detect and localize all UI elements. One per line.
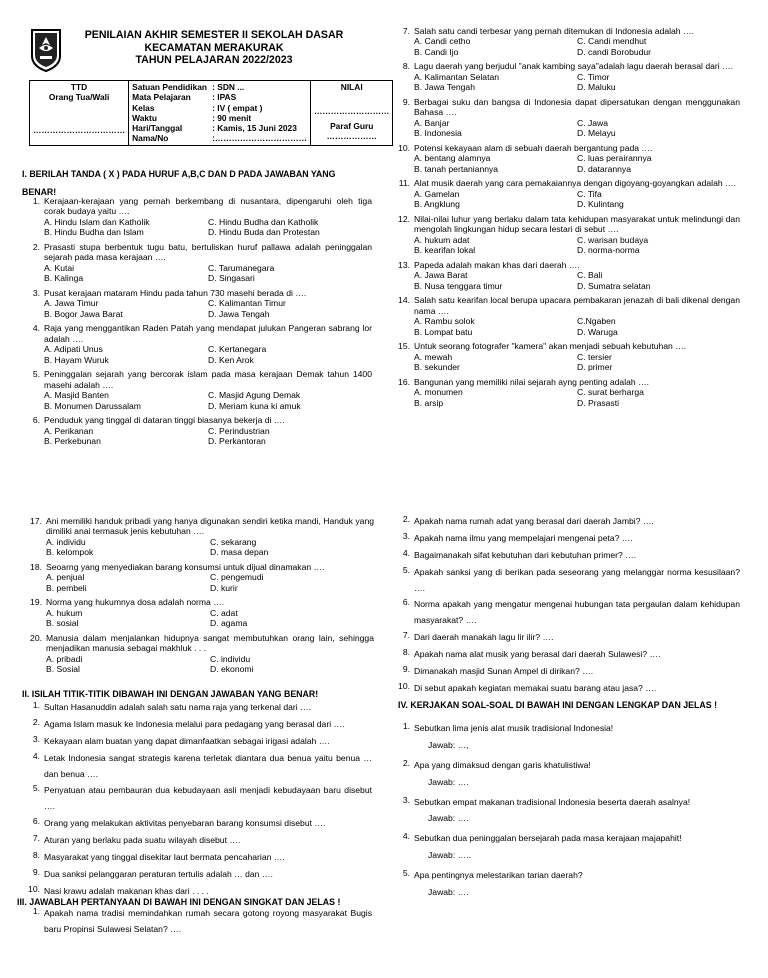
title-line-3: TAHUN PELAJARAN 2022/2023 [135, 54, 293, 66]
section-4-heading: IV. KERJAKAN SOAL-SOAL DI BAWAH INI DENGAN LENGKAP DAN JELAS ! [398, 700, 718, 710]
question-text: Manusia dalam menjalankan hidupnya sangat membutuhkan orang lain, sehingga menjadikan manusia sebagai makhluk . . . [46, 632, 374, 654]
question-text: Apakah nama tradisi memindahkan rumah secara gotong royong masyarakat Bugis baru Propinsi Sulawesi Selatan? …. [44, 908, 372, 934]
question-item [22, 867, 372, 883]
answer-options [392, 72, 740, 93]
question-number: 4. [32, 323, 40, 334]
mc-column-left-top [22, 192, 372, 447]
answer-option[interactable]: A. Kutai [44, 262, 75, 273]
mc-question [392, 97, 740, 139]
question-item [392, 143, 740, 153]
question-text: Dari daerah manakah lagu lir ilir? …. [414, 632, 554, 643]
question-item [22, 323, 372, 344]
answer-option[interactable]: A. Jawa Timur [44, 298, 99, 309]
answer-options [22, 263, 372, 284]
question-text: Lagu daerah yang berjudul "anak kambing saya"adalah lagu daerah berasal dari …. [414, 61, 734, 72]
question-number: 10. [398, 142, 410, 153]
question-item [22, 369, 372, 390]
answer-option[interactable]: C. Timor [577, 71, 610, 82]
nilai-label: NILAI [340, 82, 363, 92]
question-text: Apa pentingnya melestarikan tarian daerah? [414, 870, 583, 881]
question-number: 8. [402, 61, 410, 72]
question-number: 14. [398, 295, 410, 306]
answer-options [22, 344, 372, 365]
mc-question [22, 242, 372, 284]
answer-option[interactable]: D. Ken Arok [208, 354, 254, 365]
question-text: Di sebut apakah kegiatan memakai suatu barang atau jasa? …. [414, 682, 657, 693]
section-1-heading-line-1: I. BERILAH TANDA ( X ) PADA HURUF A,B,C DAN D PADA JAWABAN YANG [22, 169, 336, 179]
answer-option[interactable]: C. Tarumanegara [208, 262, 275, 273]
question-number: 2. [402, 514, 410, 524]
question-item [22, 415, 372, 425]
answer-option[interactable]: C. surat berharga [577, 387, 644, 398]
question-text: Penduduk yang tinggal di dataran tinggi biasanya bekerja di …. [44, 415, 285, 426]
question-text: Norma apakah yang mengatur mengenai hubungan tata pergaulan dalam kehidupan masyarakat? …. [414, 599, 740, 626]
question-item [392, 178, 740, 188]
exam-details-cell [129, 81, 311, 146]
answer-option[interactable]: A. hukum [46, 607, 83, 618]
question-text: Kekayaan alam buatan yang dapat dimanfaatkan sebagai irigasi adalah …. [44, 735, 330, 746]
question-text: Sebutkan lima jenis alat musik tradisional Indonesia! [414, 723, 614, 733]
answer-option[interactable]: A. individu [46, 536, 86, 547]
answer-option[interactable]: B. sekunder [414, 362, 460, 373]
answer-option[interactable]: A. Gamelan [414, 188, 460, 199]
answer-option[interactable]: C. Candi mendhut [577, 36, 647, 47]
question-item [24, 597, 374, 607]
answer-option[interactable]: A. Banjar [414, 117, 450, 128]
mc-question [392, 61, 740, 92]
question-text: Nilai-nilai luhur yang berlaku dalam tata kehidupan masyarakat untuk melindungi dan mengolah lingkungan hidup secara lestari di sebut …. [414, 213, 740, 235]
mc-question [392, 295, 740, 337]
answer-line[interactable]: Jawab: …. [428, 887, 469, 898]
answer-option[interactable]: A. mewah [414, 351, 453, 362]
answer-option[interactable]: B. Sosial [46, 664, 80, 675]
ttd-sub-label: Orang Tua/Wali [48, 92, 110, 103]
field-label: Kelas [132, 102, 155, 113]
question-number: 3. [32, 733, 40, 744]
question-text: Sebutkan dua peninggalan bersejarah pada masa kerajaan majapahit! [414, 833, 682, 844]
question-text: Letak Indonesia sangat strategis karena terletak diantara dua benua yaitu benua … dan benua …. [44, 752, 372, 779]
question-number: 8. [402, 647, 410, 658]
mc-question [392, 178, 740, 209]
answer-option[interactable]: B. kearifan lokal [414, 245, 476, 256]
answer-options [24, 608, 374, 629]
question-item [392, 647, 740, 663]
answer-option[interactable]: C. warisan budaya [577, 234, 649, 245]
answer-option[interactable]: D. Kulintang [577, 199, 624, 210]
question-item [392, 831, 740, 847]
question-number: 20. [30, 632, 42, 643]
answer-option[interactable]: C. individu [210, 653, 251, 664]
question-number: 10. [28, 883, 40, 894]
answer-option[interactable]: D. Melayu [577, 128, 616, 139]
answer-option[interactable]: D. Prasasti [577, 397, 620, 408]
mc-question [392, 26, 740, 57]
answer-option[interactable]: C. Hindu Budha dan Katholik [208, 216, 319, 227]
mc-column-left-bottom [24, 512, 374, 675]
answer-option[interactable]: C. adat [210, 607, 238, 618]
answer-option[interactable]: C. Masjid Agung Demak [208, 390, 301, 401]
question-text: Alat musik daerah yang cara pemakaiannya dengan digoyang-goyangkan adalah …. [414, 178, 737, 189]
answer-options [392, 235, 740, 256]
question-number: 7. [402, 26, 410, 36]
question-text: Prasasti stupa berbentuk tugu batu, bertuliskan huruf pallawa adalah peninggalan sejarah pada masa kerajaan …. [44, 241, 372, 263]
question-item [392, 531, 740, 547]
question-number: 7. [402, 630, 410, 641]
question-text: Papeda adalah makan khas dari daerah …. [414, 259, 580, 270]
answer-option[interactable]: C. Kalimantan Timur [208, 298, 286, 309]
answer-option[interactable]: A. hukum adat [414, 234, 470, 245]
name-field[interactable]: :…………………………… [212, 133, 308, 144]
question-item [392, 597, 740, 629]
parent-signature-cell [30, 81, 129, 146]
section-3-heading: III. JAWABLAH PERTANYAAN DI BAWAH INI DENGAN SINGKAT DAN JELAS ! [17, 897, 341, 907]
answer-option[interactable]: B. arsip [414, 397, 444, 408]
question-text: Agama Islam masuk ke Indonesia melalui para pedagang yang berasal dari …. [44, 718, 345, 729]
field-label: Waktu [132, 112, 157, 123]
field-value: : SDN ... [212, 82, 245, 92]
score-cell [311, 81, 393, 146]
title-line-1: PENILAIAN AKHIR SEMESTER II SEKOLAH DASAR [84, 29, 344, 41]
question-item [392, 260, 740, 270]
question-text: Untuk seorang fotografer "kamera" akan menjadi sebuah kebutuhan …. [414, 341, 687, 352]
answer-option[interactable]: B. Candi Ijo [414, 46, 459, 57]
answer-option[interactable]: B. Nusa tenggara timur [414, 280, 503, 291]
answer-options [24, 654, 374, 675]
question-number: 1. [32, 196, 40, 206]
question-item [392, 630, 740, 646]
question-text: Nasi krawu adalah makanan khas dari . . . . [44, 885, 209, 896]
question-number: 3. [402, 530, 410, 541]
answer-options [392, 387, 740, 408]
answer-options [22, 390, 372, 411]
field-label: Mata Pelajaran [132, 92, 191, 103]
question-number: 1. [402, 721, 410, 731]
question-number: 4. [402, 547, 410, 558]
answer-option[interactable]: D. masa depan [210, 547, 269, 558]
answer-option[interactable]: D. Hindu Buda dan Protestan [208, 227, 320, 238]
field-value: : 90 menit [212, 112, 252, 123]
mc-question [22, 288, 372, 319]
question-text: Ani memiliki handuk pribadi yang hanya digunakan sendiri ketika mandi, Handuk yang dimiliki anai termasuk jenis kebutuhan …. [46, 516, 374, 537]
answer-option[interactable]: D. primer [577, 362, 613, 373]
answer-option[interactable]: D. agama [210, 618, 248, 629]
question-number: 17. [30, 516, 42, 526]
question-text: Aturan yang berlaku pada suatu wilayah disebut …. [44, 835, 241, 846]
question-number: 6. [402, 597, 410, 608]
question-text: Penyatuan atau pembauran dua kebudayaan asli menjadi kebudayaan baru disebut …. [44, 785, 372, 812]
question-number: 3. [32, 287, 40, 298]
answer-option[interactable]: A. monumen [414, 387, 463, 398]
question-text: Apakah nama alat musik yang berasal dari daerah Sulawesi? …. [414, 649, 661, 660]
mc-question [22, 369, 372, 411]
field-value: : IPAS [212, 92, 237, 103]
answer-option[interactable]: A. Rambu solok [414, 316, 475, 327]
question-number: 1. [32, 906, 40, 916]
question-item [22, 196, 372, 217]
question-item [22, 850, 372, 866]
answer-option[interactable]: A. Kalimantan Selatan [414, 71, 500, 82]
answer-options [392, 316, 740, 337]
answer-option[interactable]: A. Jawa Barat [414, 270, 468, 281]
section-3-list-right [392, 514, 740, 698]
question-item [392, 377, 740, 387]
answer-option[interactable]: D. Maluku [577, 82, 616, 93]
question-text: Apa yang dimaksud dengan garis khatulistiwa! [414, 759, 591, 770]
question-number: 9. [402, 96, 410, 107]
question-item [24, 562, 374, 572]
question-text: Bangunan yang memiliki nilai sejarah ayng penting adalah …. [414, 376, 650, 387]
answer-option[interactable]: D. candi Borobudur [577, 46, 652, 57]
field-value: : Kamis, 15 Juni 2023 [212, 123, 297, 133]
answer-option[interactable]: C. Bali [577, 270, 603, 281]
question-text: Salah satu kearifan local berupa upacara pembakaran jenazah di bali dikenal dengan nama …. [414, 295, 740, 316]
answer-option[interactable]: D. datarannya [577, 163, 631, 174]
answer-options [22, 426, 372, 447]
answer-option[interactable]: C. Perindustrian [208, 425, 270, 436]
question-item [22, 734, 372, 750]
answer-option[interactable]: B. sosial [46, 618, 79, 629]
answer-option[interactable]: A. Candi cetho [414, 36, 471, 47]
answer-option[interactable]: D. kurir [210, 582, 238, 593]
question-number: 15. [398, 341, 410, 352]
mc-column-right-top [392, 22, 740, 408]
question-item [392, 97, 740, 118]
answer-options [22, 217, 372, 238]
question-number: 18. [30, 561, 42, 572]
question-number: 8. [32, 850, 40, 861]
question-text: Berbagai suku dan bangsa di Indonesia dapat dipersatukan dengan menggunakan Bahasa …. [414, 96, 740, 118]
section-3-list-left [22, 906, 372, 939]
mc-question [24, 516, 374, 558]
question-number: 4. [32, 750, 40, 761]
question-item [22, 906, 372, 938]
answer-line[interactable]: Jawab: ….. [428, 850, 471, 861]
question-text: Masyarakat yang tinggal disekitar laut bermata pencaharian …. [44, 852, 285, 863]
answer-option[interactable]: B. tanah pertaniannya [414, 163, 499, 174]
question-number: 2. [402, 757, 410, 768]
answer-option[interactable]: D. Perkantoran [208, 436, 266, 447]
question-text: Norma yang hukumnya dosa adalah norma …. [46, 597, 225, 608]
question-number: 5. [32, 783, 40, 794]
question-item [24, 633, 374, 654]
question-item [392, 795, 740, 811]
signature-line[interactable]: …………………………… [33, 124, 126, 135]
question-number: 6. [32, 415, 40, 426]
answer-options [24, 537, 374, 558]
answer-option[interactable]: B. Perkebunan [44, 436, 101, 447]
question-text: Apakah nama ilmu yang mempelajari mengenai peta? …. [414, 532, 633, 543]
title-line-2: KECAMATAN MERAKURAK [144, 41, 284, 54]
ttd-label: TTD [70, 82, 88, 92]
mc-question [22, 196, 372, 238]
question-number: 16. [398, 376, 410, 387]
answer-option[interactable]: A. penjual [46, 572, 85, 583]
answer-option[interactable]: A. pribadi [46, 653, 83, 664]
answer-options [24, 572, 374, 593]
question-item [392, 26, 740, 36]
question-text: Dimanakah masjid Sunan Ampel di dirikan? …. [414, 666, 594, 677]
question-text: Potensi kekayaan alam di sebuah daerah bergantung pada …. [414, 142, 653, 153]
answer-option[interactable]: D. Sumatra selatan [577, 280, 651, 291]
section-2-list [22, 700, 372, 901]
question-number: 6. [32, 816, 40, 827]
field-value: : IV ( empat ) [212, 102, 263, 113]
question-item [22, 833, 372, 849]
teacher-signature-line[interactable]: ……………… [326, 130, 377, 141]
question-number: 9. [32, 866, 40, 877]
answer-option[interactable]: B. kelompok [46, 547, 94, 558]
answer-option[interactable]: C. Kertanegara [208, 344, 267, 355]
answer-option[interactable]: B. Hayam Wuruk [44, 354, 109, 365]
question-text: Bagaimanakah sifat kebutuhan dari kebutuhan primer? …. [414, 549, 637, 560]
question-item [392, 664, 740, 680]
answer-option[interactable]: C.Ngaben [577, 316, 616, 327]
answer-line[interactable]: Jawab: …. [428, 813, 469, 824]
answer-option[interactable]: A. Perikanan [44, 425, 94, 436]
question-item [22, 717, 372, 733]
answer-option[interactable]: C. tersier [577, 351, 612, 362]
question-number: 5. [402, 868, 410, 879]
question-item [22, 751, 372, 783]
answer-option[interactable]: B. Indonesia [414, 128, 462, 139]
answer-option[interactable]: C. pengemudi [210, 572, 264, 583]
question-text: Sultan Hasanuddin adalah salah satu nama raja yang terkenal dari …. [44, 702, 312, 712]
answer-options [392, 153, 740, 174]
question-item [392, 721, 740, 737]
question-item [22, 288, 372, 298]
mc-question [22, 415, 372, 446]
question-number: 19. [30, 597, 42, 608]
answer-line[interactable]: Jawab: …, [428, 739, 469, 750]
answer-options [392, 270, 740, 291]
question-item [392, 61, 740, 71]
question-item [392, 295, 740, 316]
mc-question [22, 323, 372, 365]
question-number: 7. [32, 833, 40, 844]
answer-options [392, 189, 740, 210]
mc-question [392, 214, 740, 256]
question-item [392, 548, 740, 564]
answer-option[interactable]: D. Singasari [208, 273, 255, 284]
question-item [392, 514, 740, 530]
question-item [22, 783, 372, 815]
question-item [22, 242, 372, 263]
question-number: 1. [32, 700, 40, 710]
question-text: Kerajaan-kerajaan yang pernah berkembang di nusantara, dipengaruhi oleh tiga corak budaya yaitu …. [44, 196, 372, 217]
answer-option[interactable]: B. Bogor Jawa Barat [44, 308, 123, 319]
student-info-table [29, 80, 393, 146]
field-label: Satuan Pendidikan [132, 82, 208, 92]
field-label: Nama/No [132, 133, 169, 144]
answer-option[interactable]: B. Angklung [414, 199, 460, 210]
answer-options [392, 36, 740, 57]
question-text: Sebutkan empat makanan tradisional Indonesia beserta daerah asalnya! [414, 796, 691, 807]
question-number: 12. [398, 213, 410, 224]
answer-option[interactable]: D. Waruga [577, 326, 618, 337]
mc-question [392, 341, 740, 372]
answer-option[interactable]: C. Jawa [577, 117, 609, 128]
answer-option[interactable]: D. Meriam kuna ki amuk [208, 400, 301, 411]
answer-option[interactable]: A. Adipati Unus [44, 344, 103, 355]
mc-question [392, 377, 740, 408]
question-number: 2. [32, 716, 40, 727]
answer-option[interactable]: C. sekarang [210, 536, 257, 547]
answer-options [392, 118, 740, 139]
question-number: 9. [402, 664, 410, 675]
answer-option[interactable]: A. Hindu Islam dan Katholik [44, 216, 150, 227]
question-item [392, 214, 740, 235]
question-text: Apakah nama rumah adat yang berasal dari daerah Jambi? …. [414, 516, 654, 526]
question-text: Orang yang melakukan aktivitas penyebaran barang konsumsi disebut …. [44, 818, 326, 829]
answer-option[interactable]: B. Kalinga [44, 273, 84, 284]
question-text: Dua sanksi pelanggaran peraturan tertulis adalah … dan …. [44, 868, 273, 879]
question-item [392, 868, 740, 884]
section-2-heading: II. ISILAH TITIK-TITIK DIBAWAH INI DENGAN JAWABAN YANG BENAR! [22, 689, 319, 699]
answer-options [392, 352, 740, 373]
question-text: Apakah sanksi yang di berikan pada seseorang yang melanggar norma kesusilaan? …. [414, 566, 740, 593]
answer-line[interactable]: Jawab: …. [428, 776, 469, 787]
question-text: Raja yang menggantikan Raden Patah yang mendapat julukan Pangeran sabrang lor adalah …. [44, 323, 372, 344]
answer-option[interactable]: B. Hindu Budha dan Islam [44, 227, 144, 238]
answer-option[interactable]: D. Jawa Tengah [208, 308, 270, 319]
question-text: Pusat kerajaan mataram Hindu pada tahun 730 masehi berada di …. [44, 287, 307, 298]
mc-question [24, 562, 374, 593]
mc-question [392, 143, 740, 174]
question-text: Peninggalan sejarah yang bercorak islam pada masa kerajaan Demak tahun 1400 masehi adalah …. [44, 369, 372, 390]
question-number: 3. [402, 794, 410, 805]
score-line[interactable]: ……………………… [314, 106, 390, 117]
question-number: 11. [398, 178, 410, 189]
question-number: 5. [32, 369, 40, 380]
answer-options [22, 298, 372, 319]
question-number: 2. [32, 241, 40, 252]
question-item [392, 681, 740, 697]
question-item [392, 565, 740, 597]
section-1-heading-line-2: BENAR! [22, 186, 57, 197]
exam-title [74, 29, 354, 67]
question-item [22, 700, 372, 716]
answer-option[interactable]: C. luas perairannya [577, 153, 652, 164]
question-number: 13. [398, 259, 410, 270]
question-number: 5. [402, 564, 410, 575]
answer-option[interactable]: A. Masjid Banten [44, 390, 109, 401]
answer-option[interactable]: C. Tifa [577, 188, 602, 199]
question-text: Seoarng yang menyediakan barang konsumsi untuk dijual dinamakan …. [46, 561, 325, 572]
question-number: 4. [402, 831, 410, 842]
question-item [22, 816, 372, 832]
question-text: Salah satu candi terbesar yang pernah ditemukan di Indonesia adalah …. [414, 26, 694, 36]
question-item [392, 341, 740, 351]
mc-question [24, 597, 374, 628]
field-label: Hari/Tanggal [132, 123, 183, 133]
teacher-signature-label: Paraf Guru [330, 120, 374, 131]
question-item [24, 516, 374, 537]
mc-question [392, 260, 740, 291]
answer-option[interactable]: D. norma-norma [577, 245, 640, 256]
regency-emblem-logo [30, 28, 62, 72]
section-4-list [392, 717, 740, 901]
answer-option[interactable]: B. pembeli [46, 582, 87, 593]
answer-option[interactable]: A. bentang alamnya [414, 153, 491, 164]
question-item [392, 758, 740, 774]
answer-option[interactable]: D. ekonomi [210, 664, 254, 675]
answer-option[interactable]: B. Jawa Tengah [414, 82, 475, 93]
answer-option[interactable]: B. Lompat batu [414, 326, 473, 337]
mc-question [24, 633, 374, 675]
question-number: 10. [398, 680, 410, 691]
answer-option[interactable]: B. Monumen Darussalam [44, 400, 141, 411]
